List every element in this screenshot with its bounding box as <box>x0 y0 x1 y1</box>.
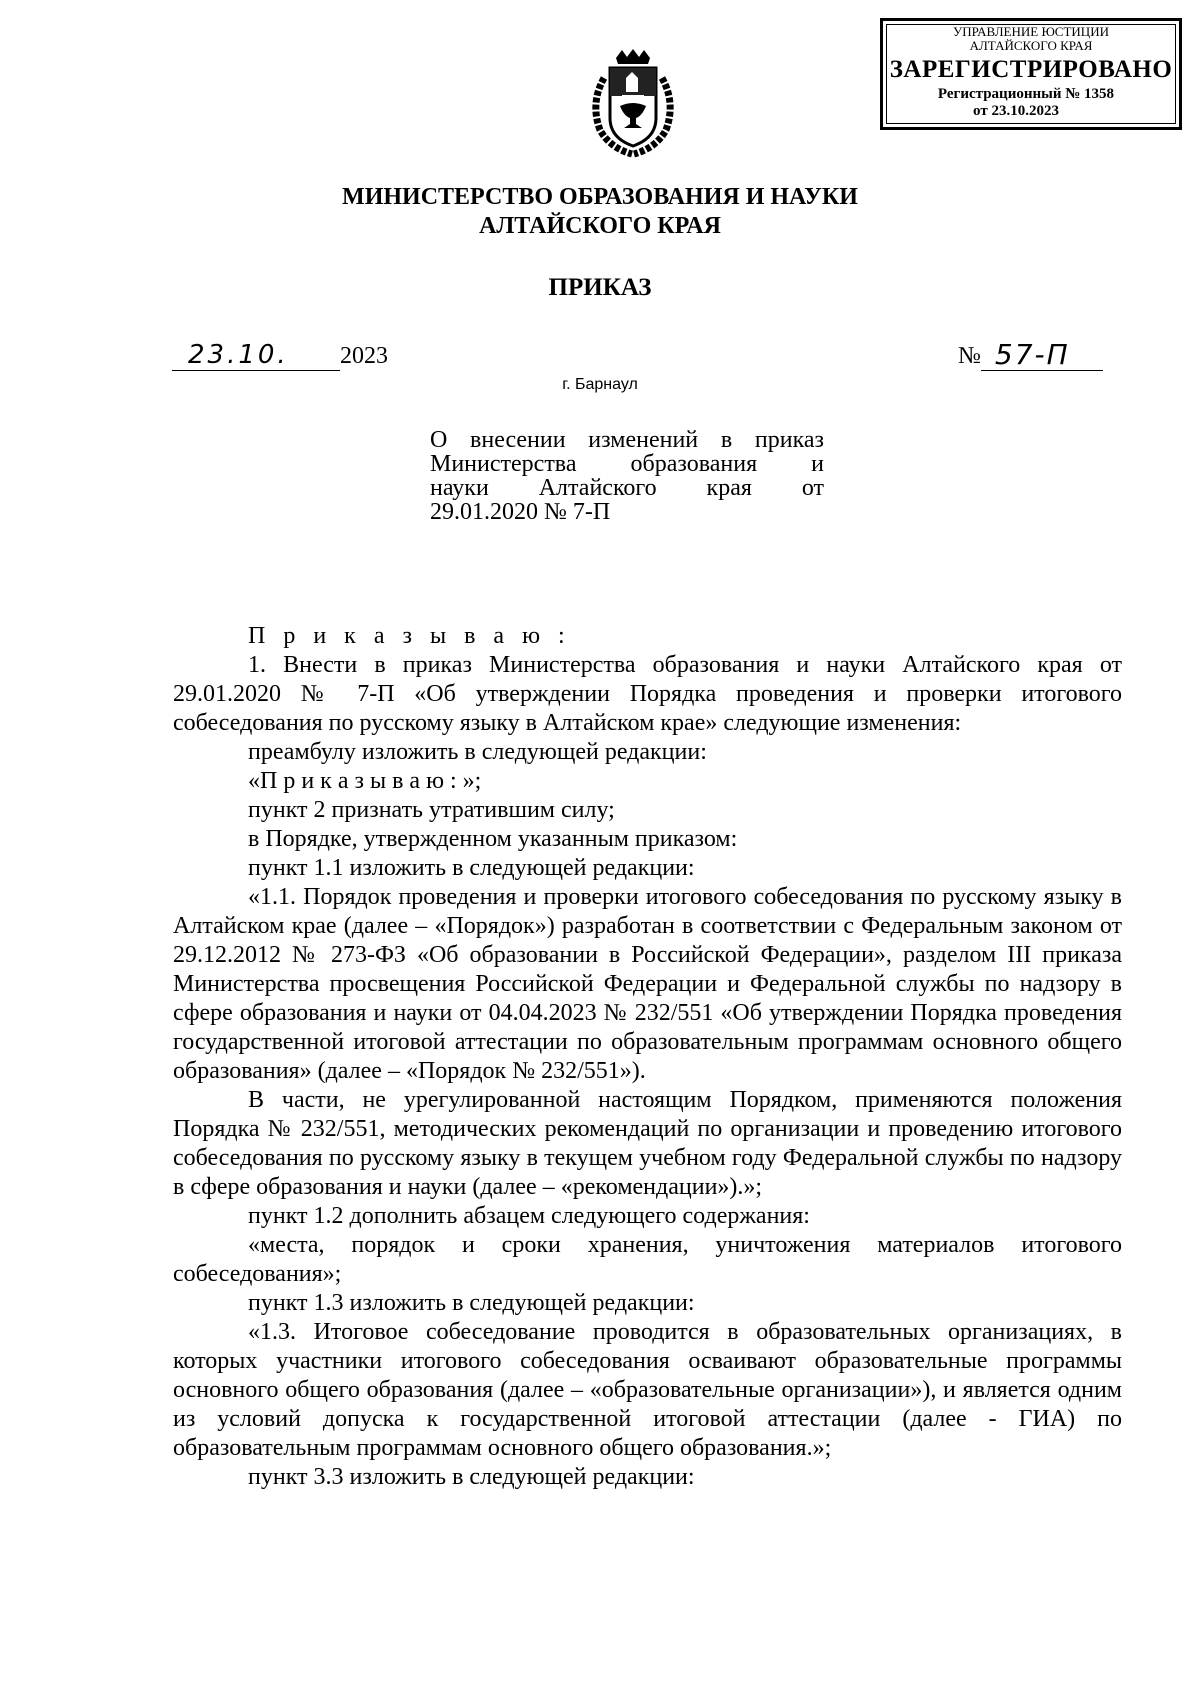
ministry-line1: МИНИСТЕРСТВО ОБРАЗОВАНИЯ И НАУКИ <box>342 184 858 210</box>
body-paragraph: пункт 1.1 изложить в следующей редакции: <box>248 855 695 881</box>
city-label: г. Барнаул <box>562 376 638 393</box>
order-date <box>172 340 388 371</box>
body-paragraph: пункт 1.3 изложить в следующей редакции: <box>248 1290 695 1316</box>
subject-line4: 29.01.2020 № 7-П <box>430 499 611 525</box>
order-body <box>173 622 1122 1492</box>
body-paragraph: пункт 2 признать утратившим силу; <box>248 797 615 823</box>
body-paragraph: В части, не урегулированной настоящим Порядком, применяются положения Порядка № 232/551, методических рекомендаций по организации и проведению итогового собеседования по русскому языку в текущем учебном году Федеральной службы по надзору в сфере образования и науки (далее – «рекомендации»).»; <box>173 1087 1122 1200</box>
stamp-reg-date: от 23.10.2023 <box>973 103 1059 119</box>
stamp-org-line2: АЛТАЙСКОГО КРАЯ <box>969 38 1093 53</box>
stamp-inner-frame <box>886 24 1176 124</box>
subject-line3: науки Алтайского края от <box>430 475 824 501</box>
body-paragraph: «П р и к а з ы в а ю : »; <box>248 768 482 794</box>
doc-type-title: ПРИКАЗ <box>548 274 652 301</box>
stamp-status: ЗАРЕГИСТРИРОВАНО <box>889 56 1173 83</box>
order-number <box>958 340 1103 371</box>
body-paragraph: пункт 3.3 изложить в следующей редакции: <box>248 1464 695 1490</box>
body-paragraph: «1.3. Итоговое собеседование проводится в образовательных организациях, в которых участники итогового собеседования осваивают образовательные программы основного общего образования (далее – «образовательные организации»), и является одним из условий допуска к государственной итоговой аттестации (далее - ГИА) по образовательным программам основного общего образования.»; <box>173 1319 1122 1461</box>
registration-stamp <box>880 18 1182 130</box>
stamp-reg-number: Регистрационный № 1358 <box>937 86 1115 102</box>
altai-krai-coat-of-arms-icon <box>582 48 684 158</box>
body-paragraph: 1. Внести в приказ Министерства образования и науки Алтайского края от 29.01.2020 № 7-П «Об утверждении Порядка проведения и проверки итогового собеседования по русскому языку в Алтайском крае» следующие изменения: <box>173 652 1122 736</box>
body-paragraph: «места, порядок и сроки хранения, уничтожения материалов итогового собеседования»; <box>173 1232 1122 1287</box>
subject-line2: Министерства образования и <box>430 451 824 477</box>
handwritten-date: 23.10. <box>172 340 340 371</box>
order-year: 2023 <box>340 343 388 369</box>
subject-line1: О внесении изменений в приказ <box>430 427 824 453</box>
body-paragraph: П р и к а з ы в а ю : <box>248 623 571 649</box>
body-paragraph: пункт 1.2 дополнить абзацем следующего содержания: <box>248 1203 810 1229</box>
body-paragraph: «1.1. Порядок проведения и проверки итогового собеседования по русскому языку в Алтайском крае (далее – «Порядок») разработан в соответствии с Федеральным законом от 29.12.2012 № 273-ФЗ «Об образовании в Российской Федерации», разделом III приказа Министерства просвещения Российской Федерации и Федеральной службы по надзору в сфере образования и науки от 04.04.2023 № 232/551 «Об утверждении Порядка проведения государственной итоговой аттестации по образовательным программам основного общего образования» (далее – «Порядок № 232/551»). <box>173 884 1122 1084</box>
ministry-line2: АЛТАЙСКОГО КРАЯ <box>479 213 721 239</box>
body-paragraph: преамбулу изложить в следующей редакции: <box>248 739 707 765</box>
ministry-title <box>0 183 1200 241</box>
handwritten-number: 57-П <box>981 340 1103 371</box>
body-paragraph: в Порядке, утвержденном указанным приказом: <box>248 826 738 852</box>
number-sign: № <box>958 343 981 369</box>
stamp-org-line1: УПРАВЛЕНИЕ ЮСТИЦИИ <box>953 24 1109 39</box>
order-subject <box>430 428 824 524</box>
